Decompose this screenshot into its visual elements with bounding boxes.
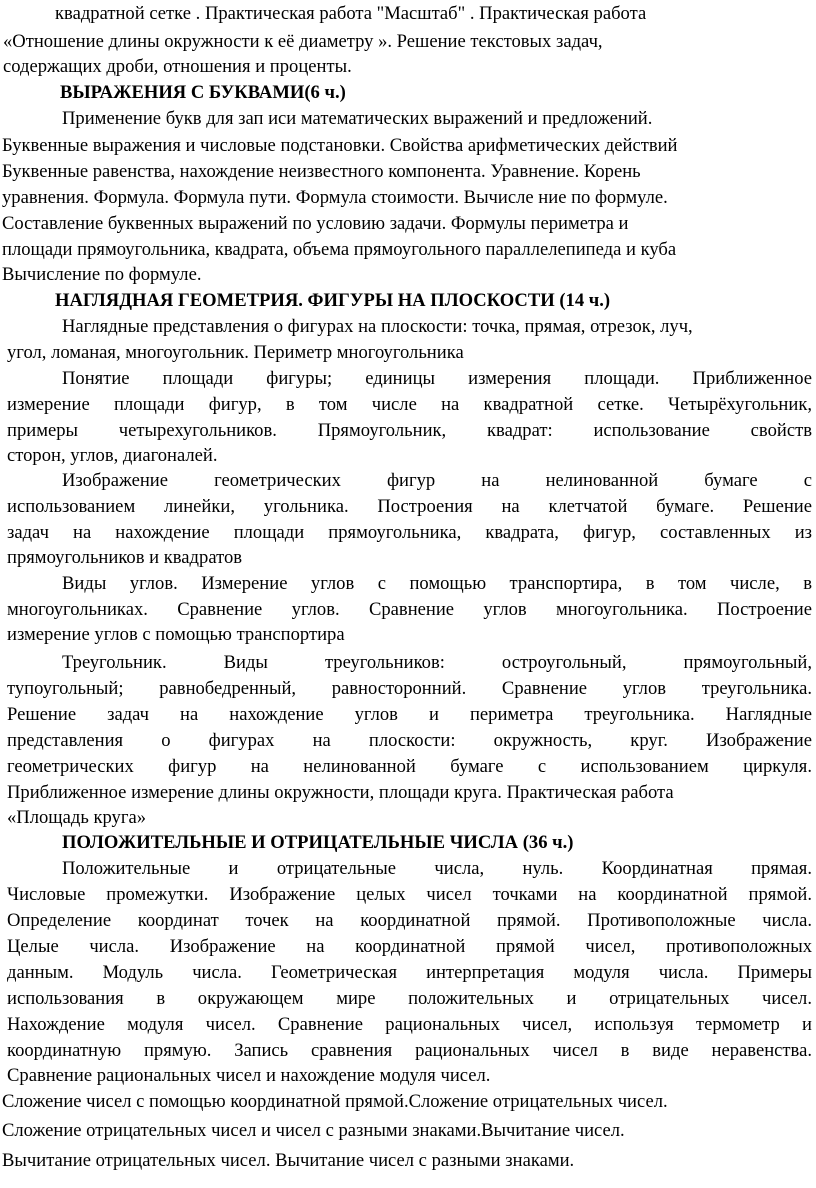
text-line: Вычисление по формуле. bbox=[2, 264, 202, 285]
section-heading: ПОЛОЖИТЕЛЬНЫЕ И ОТРИЦАТЕЛЬНЫЕ ЧИСЛА (36 ч.) bbox=[62, 832, 574, 853]
text-line: данным. Модуль числа. Геометрическая интерпретация модуля числа. Примеры bbox=[7, 962, 812, 983]
intro-line: «Отношение длины окружности к её диаметру ». Решение текстовых задач, bbox=[3, 31, 603, 52]
intro-line: содержащих дроби, отношения и проценты. bbox=[3, 56, 352, 77]
text-line: угол, ломаная, многоугольник. Периметр многоугольника bbox=[7, 342, 464, 363]
text-line: Сложение чисел с помощью координатной прямой.Сложение отрицательных чисел. bbox=[2, 1091, 668, 1112]
section-heading: НАГЛЯДНАЯ ГЕОМЕТРИЯ. ФИГУРЫ НА ПЛОСКОСТИ (14 ч.) bbox=[55, 290, 611, 311]
text-line: Буквенные выражения и числовые подстановки. Свойства арифметических действий bbox=[2, 135, 678, 156]
text-line: Применение букв для зап иси математических выражений и предложений. bbox=[62, 108, 653, 129]
text-line: сторон, углов, диагоналей. bbox=[7, 445, 218, 466]
intro-line: квадратной сетке . Практическая работа "Масштаб" . Практическая работа bbox=[55, 3, 647, 24]
text-line: геометрических фигур на нелинованной бумаге с использованием циркуля. bbox=[7, 756, 812, 777]
text-line: Изображение геометрических фигур на нелинованной бумаге с bbox=[62, 470, 812, 491]
text-line: Нахождение модуля чисел. Сравнение рациональных чисел, используя термометр и bbox=[7, 1014, 812, 1035]
text-line: Составление буквенных выражений по условию задачи. Формулы периметра и bbox=[2, 213, 629, 234]
text-line: измерение площади фигур, в том числе на квадратной сетке. Четырёхугольник, bbox=[7, 394, 812, 415]
text-line: Виды углов. Измерение углов с помощью транспортира, в том числе, в bbox=[62, 573, 812, 594]
text-line: Определение координат точек на координатной прямой. Противоположные числа. bbox=[7, 910, 812, 931]
text-line: тупоугольный; равнобедренный, равносторонний. Сравнение углов треугольника. bbox=[7, 678, 812, 699]
text-line: Понятие площади фигуры; единицы измерения площади. Приближенное bbox=[62, 368, 812, 389]
text-line: Буквенные равенства, нахождение неизвестного компонента. Уравнение. Корень bbox=[2, 161, 641, 182]
text-line: Сравнение рациональных чисел и нахождение модуля чисел. bbox=[7, 1065, 491, 1086]
text-line: Целые числа. Изображение на координатной прямой чисел, противоположных bbox=[7, 936, 812, 957]
section-heading: ВЫРАЖЕНИЯ С БУКВАМИ(6 ч.) bbox=[60, 82, 346, 103]
text-line: уравнения. Формула. Формула пути. Формула стоимости. Вычисле ние по формуле. bbox=[2, 187, 668, 208]
text-line: Приближенное измерение длины окружности, площади круга. Практическая работа bbox=[7, 782, 674, 803]
text-line: многоугольниках. Сравнение углов. Сравнение углов многоугольника. Построение bbox=[7, 599, 812, 620]
text-line: «Площадь круга» bbox=[7, 807, 147, 828]
text-line: примеры четырехугольников. Прямоугольник, квадрат: использование свойств bbox=[7, 420, 812, 441]
text-line: представления о фигурах на плоскости: окружность, круг. Изображение bbox=[7, 730, 812, 751]
text-line: Треугольник. Виды треугольников: остроугольный, прямоугольный, bbox=[62, 652, 812, 673]
text-line: площади прямоугольника, квадрата, объема прямоугольного параллелепипеда и куба bbox=[2, 239, 677, 260]
text-line: Положительные и отрицательные числа, нуль. Координатная прямая. bbox=[62, 858, 812, 879]
text-line: использованием линейки, угольника. Построения на клетчатой бумаге. Решение bbox=[7, 496, 812, 517]
text-line: задач на нахождение площади прямоугольника, квадрата, фигур, составленных из bbox=[7, 522, 812, 543]
text-line: Решение задач на нахождение углов и периметра треугольника. Наглядные bbox=[7, 704, 812, 725]
text-line: координатную прямую. Запись сравнения рациональных чисел в виде неравенства. bbox=[7, 1040, 812, 1061]
text-line: Сложение отрицательных чисел и чисел с разными знаками.Вычитание чисел. bbox=[2, 1120, 625, 1141]
text-line: Наглядные представления о фигурах на плоскости: точка, прямая, отрезок, луч, bbox=[62, 316, 693, 337]
text-line: прямоугольников и квадратов bbox=[7, 547, 243, 568]
text-line: Вычитание отрицательных чисел. Вычитание чисел с разными знаками. bbox=[2, 1150, 575, 1171]
text-line: использования в окружающем мире положительных и отрицательных чисел. bbox=[7, 988, 812, 1009]
text-line: Числовые промежутки. Изображение целых чисел точками на координатной прямой. bbox=[7, 884, 812, 905]
text-line: измерение углов с помощью транспортира bbox=[7, 624, 345, 645]
